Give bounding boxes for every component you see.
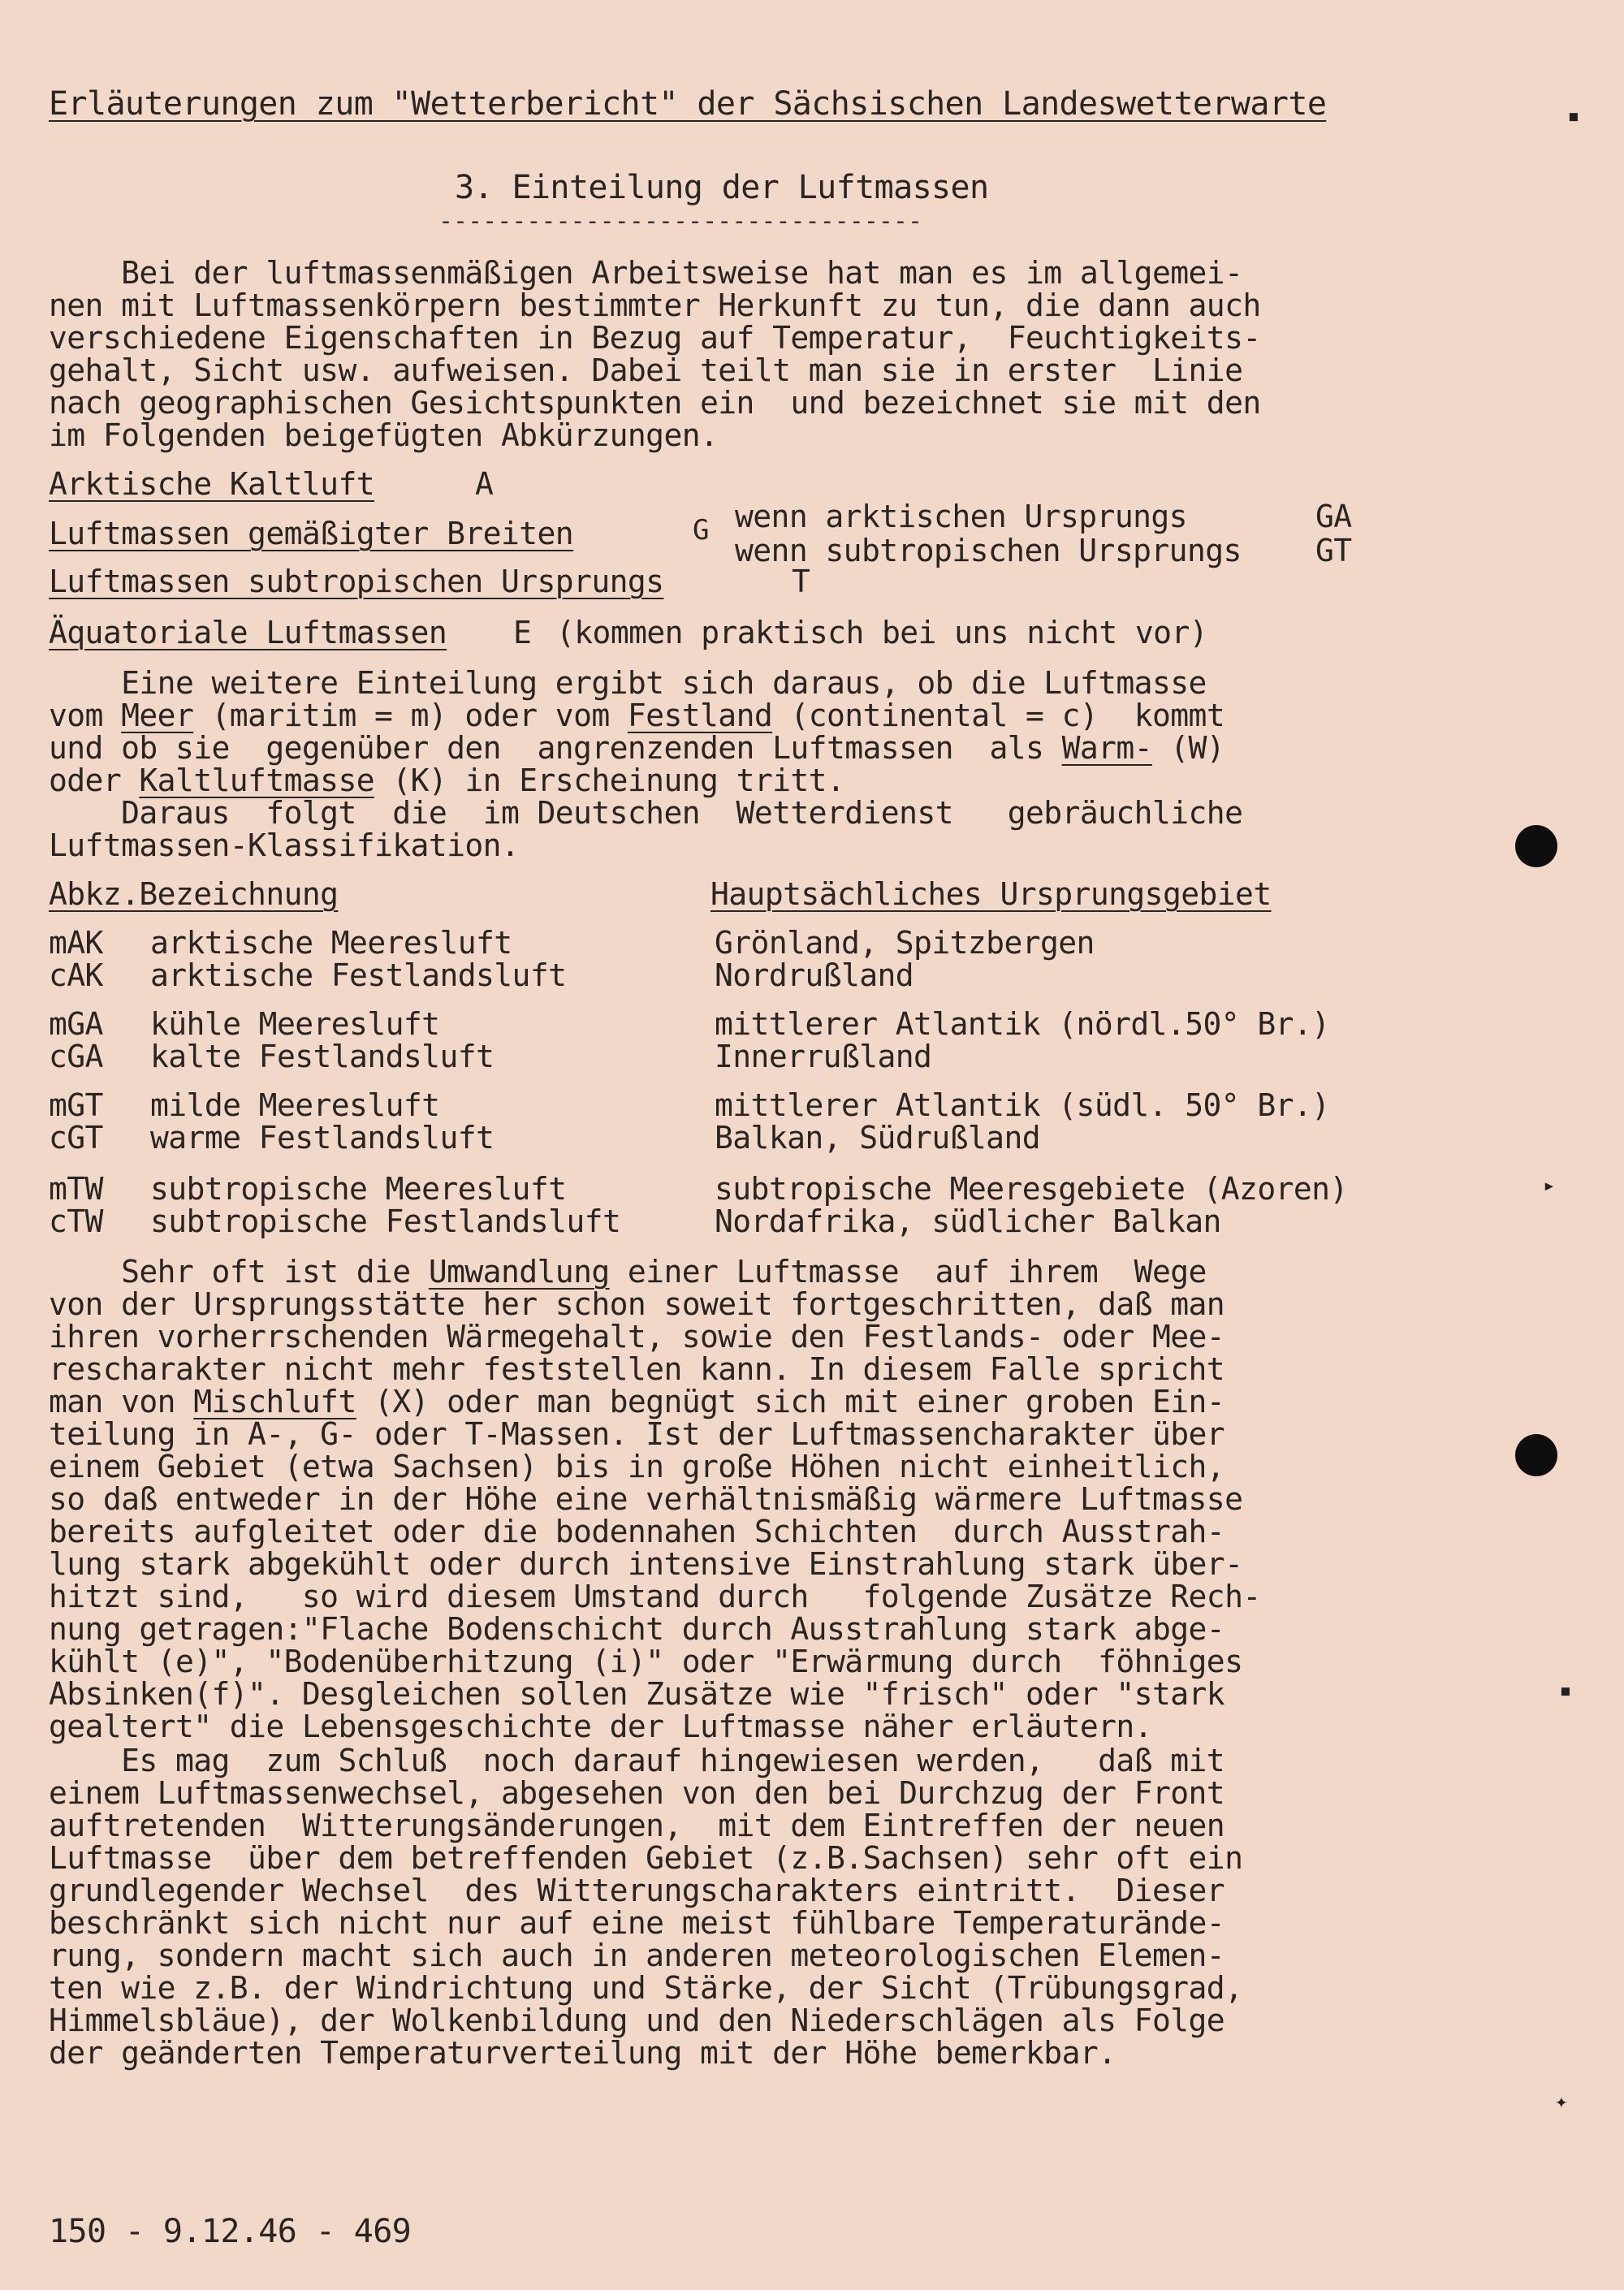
term-festland: Festland [627,698,773,733]
table-row-code: cGA [49,1039,103,1074]
table-row-name: subtropische Festlandsluft [150,1203,621,1239]
para2-line: Luftmassen-Klassifikation. [49,827,520,863]
para2-line: Daraus folgt die im Deutschen Wetterdienst gebräuchliche [49,795,1243,831]
para3-line: rescharakter nicht mehr feststellen kann. In diesem Falle spricht [49,1351,1225,1387]
airmass-temperate-variant-code: GA [1315,499,1352,534]
airmass-equatorial-note: (kommen praktisch bei uns nicht vor) [556,615,1208,650]
para3-line: lung stark abgekühlt oder durch intensive Einstrahlung stark über- [49,1546,1243,1582]
table-row-origin: Nordrußland [715,957,914,993]
para3-line: man von Mischluft (X) oder man begnügt sich mit einer groben Ein- [49,1384,1225,1419]
para3-line: teilung in A-, G- oder T-Massen. Ist der Luftmassencharakter über [49,1416,1225,1452]
para3-line: hitzt sind, so wird diesem Umstand durch folgende Zusätze Rech- [49,1579,1261,1614]
para4-line: auftretenden Witterungsänderungen, mit dem Eintreffen der neuen [49,1808,1225,1843]
airmass-arctic-name: Arktische Kaltluft [49,466,375,502]
airmass-temperate-variant: wenn arktischen Ursprungs [735,499,1187,534]
table-row-name: kalte Festlandsluft [150,1039,495,1074]
term-warm: Warm- [1061,730,1152,766]
table-row-origin: Grönland, Spitzbergen [715,925,1095,961]
table-row-code: mGT [49,1087,103,1123]
para4-line: Es mag zum Schluß noch darauf hingewiesen werden, daß mit [49,1743,1225,1778]
para4-line: Luftmasse über dem betreffenden Gebiet (z.B.Sachsen) sehr oft ein [49,1840,1243,1876]
para4-line: Himmelsbläue), der Wolkenbildung und den Niederschlägen als Folge [49,2003,1225,2038]
intro-line: verschiedene Eigenschaften in Bezug auf Temperatur, Feuchtigkeits- [49,320,1261,356]
intro-line: nach geographischen Gesichtspunkten ein und bezeichnet sie mit den [49,385,1261,421]
table-row-name: arktische Meeresluft [150,925,512,961]
airmass-subtropical-name: Luftmassen subtropischen Ursprungs [49,564,664,599]
para2-line: vom Meer (maritim = m) oder vom Festland (continental = c) kommt [49,698,1225,733]
term-meer: Meer [121,698,194,733]
para3-line: nung getragen:"Flache Bodenschicht durch Ausstrahlung stark abge- [49,1611,1225,1647]
term-mischluft: Mischluft [193,1384,356,1419]
airmass-temperate-name: Luftmassen gemäßigter Breiten [49,516,574,551]
para4-line: ten wie z.B. der Windrichtung und Stärke, der Sicht (Trübungsgrad, [49,1970,1243,2006]
para3-line: Sehr oft ist die Umwandlung einer Luftmasse auf ihrem Wege [49,1254,1207,1290]
margin-mark-icon: ✦ [1555,2089,1568,2114]
airmass-temperate-variant: wenn subtropischen Ursprungs [735,533,1242,568]
table-row-code: cTW [49,1203,103,1239]
intro-line: im Folgenden beigefügten Abkürzungen. [49,417,719,453]
para3-line: ihren vorherrschenden Wärmegehalt, sowie den Festlands- oder Mee- [49,1319,1225,1355]
table-row-origin: Innerrußland [715,1039,932,1074]
table-header-right: Hauptsächliches Ursprungsgebiet [710,876,1272,912]
table-row-origin: Nordafrika, südlicher Balkan [715,1203,1221,1239]
para3-line: kühlt (e)", "Bodenüberhitzung (i)" oder "Erwärmung durch föhniges [49,1644,1243,1679]
para3-line: von der Ursprungsstätte her schon soweit fortgeschritten, daß man [49,1286,1225,1322]
table-row-code: cGT [49,1120,103,1156]
table-row-name: milde Meeresluft [150,1087,440,1123]
document-header: Erläuterungen zum "Wetterbericht" der Sächsischen Landeswetterwarte [49,85,1327,123]
section-title: 3. Einteilung der Luftmassen [455,169,989,206]
margin-mark-icon: ▪ [1559,1679,1572,1703]
para4-line: rung, sondern macht sich auch in anderen meteorologischen Elemen- [49,1938,1225,1973]
term-kaltluftmasse: Kaltluftmasse [139,763,375,798]
airmass-equatorial-name: Äquatoriale Luftmassen [49,615,447,650]
airmass-subtropical-code: T [792,564,810,599]
term-umwandlung: Umwandlung [428,1254,610,1290]
airmass-equatorial-code: E [513,615,532,650]
table-row-code: mAK [49,925,103,961]
intro-line: nen mit Luftmassenkörpern bestimmter Herkunft zu tun, die dann auch [49,287,1261,323]
table-row-code: mGA [49,1006,103,1042]
para3-line: bereits aufgleitet oder die bodennahen Schichten durch Ausstrah- [49,1514,1225,1549]
para3-line: gealtert" die Lebensgeschichte der Luftmasse näher erläutern. [49,1709,1152,1744]
airmass-arctic-code: A [475,466,494,502]
table-row-origin: subtropische Meeresgebiete (Azoren) [715,1171,1348,1207]
intro-line: Bei der luftmassenmäßigen Arbeitsweise hat man es im allgemei- [49,255,1243,291]
punch-hole [1515,1434,1557,1476]
section-title-underline: --------------------------------- [438,207,923,235]
table-row-origin: mittlerer Atlantik (nördl.50° Br.) [715,1006,1330,1042]
para3-line: einem Gebiet (etwa Sachsen) bis in große Höhen nicht einheitlich, [49,1449,1225,1484]
table-row-code: cAK [49,957,103,993]
para4-line: einem Luftmassenwechsel, abgesehen von den bei Durchzug der Front [49,1775,1225,1811]
table-row-name: subtropische Meeresluft [150,1171,567,1207]
margin-mark-icon: ▪ [1567,104,1580,128]
table-header-left: Abkz.Bezeichnung [49,876,339,912]
table-row-code: mTW [49,1171,103,1207]
para3-line: Absinken(f)". Desgleichen sollen Zusätze wie "frisch" oder "stark [49,1676,1225,1712]
para4-line: der geänderten Temperaturverteilung mit der Höhe bemerkbar. [49,2035,1116,2071]
table-row-origin: Balkan, Südrußland [715,1120,1041,1156]
airmass-temperate-code: G [693,514,709,547]
table-row-origin: mittlerer Atlantik (südl. 50° Br.) [715,1087,1330,1123]
table-row-name: warme Festlandsluft [150,1120,495,1156]
punch-hole [1515,825,1557,867]
para4-line: grundlegender Wechsel des Witterungscharakters eintritt. Dieser [49,1873,1225,1908]
margin-mark-icon: ▸ [1543,1173,1556,1198]
para2-line: Eine weitere Einteilung ergibt sich daraus, ob die Luftmasse [49,665,1207,701]
para3-line: so daß entweder in der Höhe eine verhältnismäßig wärmere Luftmasse [49,1481,1243,1517]
airmass-temperate-variant-code: GT [1315,533,1352,568]
para2-line: oder Kaltluftmasse (K) in Erscheinung tritt. [49,763,845,798]
footer-reference: 150 - 9.12.46 - 469 [49,2213,412,2250]
intro-line: gehalt, Sicht usw. aufweisen. Dabei teilt man sie in erster Linie [49,352,1243,388]
para4-line: beschränkt sich nicht nur auf eine meist fühlbare Temperaturände- [49,1905,1225,1941]
table-row-name: arktische Festlandsluft [150,957,567,993]
table-row-name: kühle Meeresluft [150,1006,440,1042]
para2-line: und ob sie gegenüber den angrenzenden Luftmassen als Warm- (W) [49,730,1225,766]
